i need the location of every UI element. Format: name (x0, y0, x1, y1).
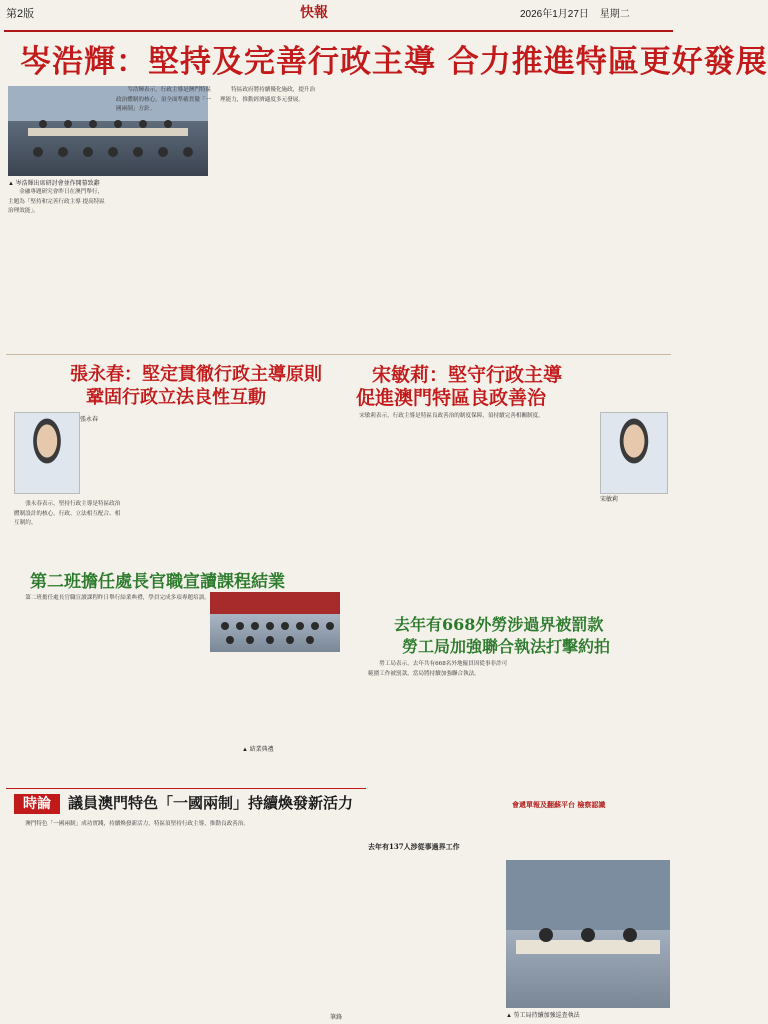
main-photo-caption: ▲ 岑浩輝出席研討會並作開幕致辭 (8, 181, 100, 187)
group-photo-illustration (210, 592, 340, 652)
zhang-paragraph: 張永春表示，堅持行政主導是特區政治體制設計的核心，行政、立法相互配合、相互制約。 (14, 501, 121, 527)
zhang-headline-2: 鞏固行政立法良性互動 (86, 387, 266, 408)
press-conference-illustration (506, 860, 670, 1008)
date-text: 2026年1月27日 (520, 9, 589, 20)
song-body (348, 412, 593, 564)
seizure-photo-caption: ▲ 勞工局持續加強巡查執法 (506, 1013, 580, 1019)
zhang-headline-1: 張永春：堅定貫徹行政主導原則 (70, 364, 322, 385)
main-body-col-1 (8, 188, 108, 348)
seizure-subhead: 去年有137人涉從事過界工作 (368, 842, 460, 851)
editorial-tag: 時論 (14, 794, 60, 814)
song-name-label: 宋敏莉 (600, 497, 619, 503)
main-body-col-4 (330, 86, 440, 348)
course-photo (210, 592, 340, 652)
seizure-photo (506, 860, 670, 1008)
main-body-col-5 (450, 86, 560, 348)
seizure-paragraph: 勞工局表示，去年共有668名外地僱員因從事非許可範圍工作被罰款，當局將持續加強聯合執法。 (368, 661, 508, 677)
zhang-portrait (14, 412, 80, 494)
main-body-col-6 (568, 86, 670, 348)
main-paragraph-2: 岑浩輝表示，行政主導是澳門特區政治體制的核心，須全面準確貫徹「一國兩制」方針。 (116, 87, 212, 113)
editorial-body (14, 820, 354, 1010)
weekday-text: 星期二 (599, 9, 630, 20)
issue-date (520, 5, 630, 20)
course-body (14, 594, 210, 760)
main-paragraph-3: 特區政府將持續優化施政，提升治理能力，推動經濟適度多元發展。 (220, 87, 316, 103)
song-portrait (600, 412, 668, 494)
editorial-divider (6, 788, 366, 789)
seizure-body (368, 660, 508, 840)
page-number: 第2版 (6, 8, 35, 20)
section-divider (6, 354, 671, 355)
editorial-paragraph: 澳門特色「一國兩制」成功實踐，持續煥發新活力，特區須堅持行政主導，推動良政善治。 (25, 821, 249, 827)
header-rule (4, 30, 673, 32)
song-paragraph: 宋敏莉表示，行政主導是特區良政善治的制度保障，須持續完善相關制度。 (359, 413, 544, 419)
main-body-col-3 (220, 86, 320, 348)
seizure-box-head: 會遞單報及翻蘇平台 檢察認識 (512, 800, 606, 809)
editorial-signoff: 筆鋒 (330, 1015, 343, 1021)
main-paragraph-1: 金融專題研究會昨日在澳門舉行，主題為「堅持和完善行政主導 提高特區治理效能」。 (8, 189, 105, 215)
zhang-name-label: 張永春 (80, 417, 99, 423)
course-headline: 第二班擔任處長官職宣讀課程結業 (30, 572, 285, 592)
course-photo-caption: ▲ 結業典禮 (242, 747, 274, 753)
song-headline-2: 促進澳門特區良政善治 (356, 387, 547, 409)
seizure-headline-2: 勞工局加強聯合執法打擊約拍 (402, 637, 611, 656)
seizure-headline-1: 去年有668外勞涉過界被罰款 (394, 615, 604, 634)
main-body-col-2 (116, 86, 212, 348)
zhang-body-col-2 (132, 412, 337, 564)
newspaper-brand: 快報 (300, 5, 328, 21)
masthead (0, 0, 677, 32)
editorial-headline: 議員澳門特色「一國兩制」持續煥發新活力 (68, 794, 354, 812)
main-headline: 岑浩輝：堅持及完善行政主導 合力推進特區更好發展 (20, 44, 768, 80)
course-paragraph: 第二班擔任處長官職宣讀課程昨日舉行結業典禮，學員完成多項專題培訓。 (25, 595, 210, 601)
song-headline-1: 宋敏莉：堅守行政主導 (372, 364, 563, 386)
zhang-body-col-1 (14, 500, 124, 565)
